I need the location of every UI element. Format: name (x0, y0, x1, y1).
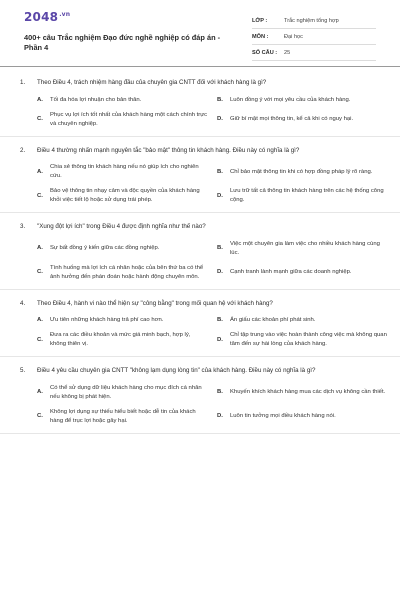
question-item (0, 78, 400, 137)
header-divider (0, 66, 400, 67)
answer-option-c[interactable] (37, 331, 217, 349)
option-letter: C. (37, 192, 43, 199)
option-text: Chia sẻ thông tin khách hàng nếu nó giúp ích cho nghiên cứu. (50, 164, 199, 179)
question-text: Điều 4 yêu cầu chuyên gia CNTT "không lạm dụng lòng tin" của khách hàng. Điều này có nghĩa là gì? (37, 367, 316, 374)
question-stem (20, 366, 376, 376)
logo-domain: .vn (59, 11, 71, 18)
meta-count-row (252, 46, 376, 61)
question-stem (20, 299, 376, 309)
option-letter: B. (217, 96, 223, 103)
question-item (0, 366, 400, 434)
answer-options (20, 384, 400, 433)
answer-option-a[interactable] (37, 384, 217, 402)
question-text: Theo Điều 4, hành vi nào thể hiện sự "công bằng" trong mối quan hệ với khách hàng? (37, 299, 273, 307)
answer-option-d[interactable] (217, 111, 397, 129)
answer-options (20, 240, 400, 289)
answer-option-a[interactable] (37, 240, 217, 258)
option-letter: D. (217, 192, 223, 199)
question-stem (20, 222, 376, 232)
site-logo[interactable] (24, 10, 70, 24)
question-stem (20, 78, 376, 88)
question-item (0, 299, 400, 358)
answer-option-a[interactable] (37, 163, 217, 181)
answer-option-b[interactable] (217, 163, 397, 181)
option-text: Không lợi dụng sự thiếu hiểu biết hoặc dễ tin của khách hàng để trục lợi hoặc gây hại. (50, 408, 196, 424)
option-text: Tình huống mà lợi ích cá nhân hoặc của bên thứ ba có thể ảnh hưởng đến phán đoán hoặc hành động chuyên môn. (50, 264, 204, 280)
option-letter: D. (217, 413, 223, 419)
option-text: Ẩn giấu các khoản phí phát sinh. (230, 317, 316, 323)
meta-class-value: Trắc nghiệm tổng hợp (284, 18, 339, 24)
question-text: Điều 4 thường nhấn mạnh nguyên tắc "bảo mật" thông tin khách hàng. Điều này có nghĩa là gì? (37, 146, 300, 154)
answer-option-c[interactable] (37, 264, 217, 282)
option-letter: A. (37, 389, 43, 395)
answer-option-c[interactable] (37, 408, 217, 426)
meta-count-label: SỐ CÂU : (252, 50, 278, 56)
option-letter: B. (217, 389, 223, 395)
option-text: Sự bất đồng ý kiến giữa các đồng nghiệp. (50, 245, 160, 251)
option-text: Bảo vệ thông tin nhạy cảm và độc quyền của khách hàng khỏi việc tiết lộ hoặc sử dụng trái phép. (50, 188, 200, 203)
question-text: Theo Điều 4, trách nhiệm hàng đầu của chuyên gia CNTT đối với khách hàng là gì? (37, 79, 267, 86)
option-text: Chỉ bảo mật thông tin khi có hợp đồng pháp lý rõ ràng. (230, 168, 373, 175)
option-letter: D. (217, 336, 223, 343)
option-letter: C. (37, 269, 43, 275)
answer-option-d[interactable] (217, 331, 397, 349)
document-meta (252, 14, 376, 62)
option-letter: C. (37, 116, 43, 122)
option-letter: D. (217, 269, 223, 275)
answer-option-b[interactable] (217, 96, 397, 105)
option-letter: A. (37, 245, 43, 251)
answer-option-d[interactable] (217, 264, 397, 282)
answer-options (20, 96, 400, 136)
answer-option-c[interactable] (37, 111, 217, 129)
meta-count-value: 25 (284, 50, 291, 56)
document-title: 400+ câu Trắc nghiệm Đạo đức nghề nghiệp có đáp án - Phần 4 (24, 33, 221, 52)
option-text: Phục vụ lợi ích tốt nhất của khách hàng một cách chính trực và chuyên nghiệp. (50, 111, 208, 127)
option-text: Cạnh tranh lành mạnh giữa các doanh nghiệp. (230, 269, 352, 275)
option-letter: B. (217, 317, 223, 323)
option-text: Chỉ tập trung vào việc hoàn thành công việc mà không quan tâm đến sự hài lòng của khách hàng. (230, 332, 387, 347)
option-letter: C. (37, 336, 43, 343)
question-text: "Xung đột lợi ích" trong Điều 4 được định nghĩa như thế nào? (37, 223, 206, 230)
option-text: Giữ bí mật mọi thông tin, kể cả khi có nguy hại. (230, 116, 354, 122)
question-number: 3. (20, 223, 26, 230)
option-text: Khuyến khích khách hàng mua các dịch vụ không cần thiết. (230, 389, 386, 395)
question-number: 4. (20, 299, 26, 307)
meta-class-label: LỚP : (252, 18, 268, 24)
question-number: 1. (20, 79, 26, 86)
question-stem (20, 146, 376, 156)
option-text: Luôn tin tưởng mọi điều khách hàng nói. (230, 413, 336, 419)
meta-class-row (252, 14, 376, 29)
question-list (0, 78, 400, 443)
option-letter: B. (217, 168, 223, 175)
option-letter: A. (37, 317, 43, 323)
answer-option-a[interactable] (37, 96, 217, 105)
answer-option-b[interactable] (217, 240, 397, 258)
question-number: 2. (20, 146, 26, 154)
logo-text: 2048 (24, 10, 59, 24)
option-text: Có thể sử dụng dữ liệu khách hàng cho mục đích cá nhân nếu không bị phát hiện. (50, 384, 202, 400)
answer-option-b[interactable] (217, 316, 397, 325)
option-text: Tối đa hóa lợi nhuận cho bản thân. (50, 96, 142, 103)
answer-option-b[interactable] (217, 384, 397, 402)
answer-option-a[interactable] (37, 316, 217, 325)
question-item (0, 222, 400, 290)
question-number: 5. (20, 367, 26, 374)
meta-subject-value: Đại học (284, 34, 303, 40)
option-letter: A. (37, 96, 43, 103)
option-letter: B. (217, 245, 223, 251)
meta-subject-row (252, 30, 376, 45)
option-letter: D. (217, 116, 223, 122)
answer-options (20, 163, 400, 212)
option-text: Đưa ra các điều khoản và mức giá minh bạch, hợp lý, không thiên vị. (50, 332, 191, 347)
page-header (0, 0, 400, 66)
option-letter: C. (37, 413, 43, 419)
option-text: Việc một chuyên gia làm việc cho nhiều khách hàng cùng lúc. (230, 240, 380, 256)
answer-option-d[interactable] (217, 408, 397, 426)
answer-option-c[interactable] (37, 187, 217, 205)
option-letter: A. (37, 168, 43, 175)
meta-subject-label: MÔN : (252, 34, 269, 40)
question-item (0, 146, 400, 214)
option-text: Ưu tiên những khách hàng trả phí cao hơn. (50, 317, 164, 323)
answer-option-d[interactable] (217, 187, 397, 205)
answer-options (20, 316, 400, 356)
option-text: Lưu trữ tất cả thông tin khách hàng trên các hệ thống công cộng. (230, 188, 384, 203)
option-text: Luôn đồng ý với mọi yêu cầu của khách hàng. (230, 96, 351, 103)
